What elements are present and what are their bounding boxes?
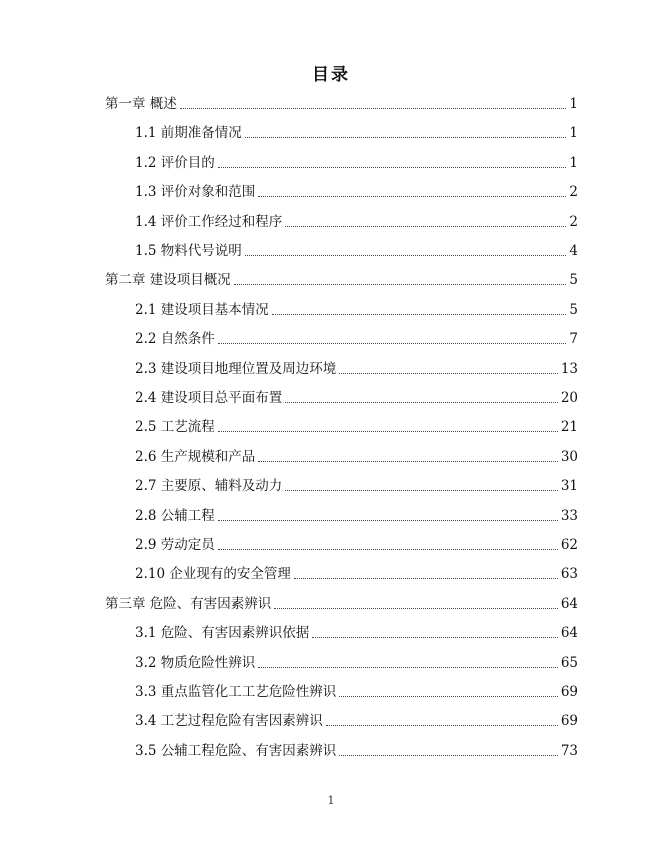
toc-entry-page: 21 [560, 419, 578, 436]
toc-chapter-entry[interactable] [105, 90, 578, 112]
toc-entry-title: 2.5 工艺流程 [135, 419, 215, 436]
toc-entry-page: 5 [569, 272, 578, 289]
dot-leader [258, 461, 558, 462]
toc-section-entry[interactable] [135, 737, 578, 759]
toc-entry-title: 2.4 建设项目总平面布置 [135, 390, 283, 406]
dot-leader [339, 373, 558, 374]
toc-section-entry[interactable] [135, 560, 578, 582]
toc-entry-title: 1.1 前期准备情况 [135, 125, 242, 142]
dot-leader [326, 725, 558, 726]
dot-leader [339, 696, 558, 697]
toc-entry-page: 2 [569, 213, 578, 230]
toc-entry-page: 7 [569, 331, 578, 348]
dot-leader [285, 402, 558, 403]
toc-entry-page: 31 [560, 478, 578, 495]
dot-leader [294, 578, 558, 579]
toc-section-entry[interactable] [135, 178, 578, 200]
toc-section-entry[interactable] [135, 237, 578, 259]
toc-entry-page: 4 [569, 243, 578, 259]
dot-leader [274, 608, 558, 609]
toc-section-entry[interactable] [135, 413, 578, 435]
toc-entry-title: 1.3 评价对象和范围 [135, 184, 256, 201]
dot-leader [218, 549, 558, 550]
toc-entry-page: 2 [569, 184, 578, 201]
dot-leader [180, 108, 567, 109]
toc-entry-title: 1.4 评价工作经过和程序 [135, 213, 283, 230]
toc-section-entry[interactable] [135, 678, 578, 700]
toc-entry-title: 3.5 公辅工程危险、有害因素辨识 [135, 742, 337, 759]
toc-section-entry[interactable] [135, 707, 578, 729]
toc-entry-page: 65 [560, 654, 578, 671]
dot-leader [234, 284, 567, 285]
toc-entry-page: 33 [560, 507, 578, 524]
dot-leader [258, 196, 566, 197]
toc-entry-page: 69 [560, 713, 578, 730]
toc-entry-page: 13 [560, 360, 578, 377]
toc-entry-title: 3.2 物质危险性辨识 [135, 654, 256, 671]
toc-entry-page: 1 [569, 154, 578, 171]
toc-entry-page: 73 [560, 742, 578, 759]
toc-entry-title: 2.6 生产规模和产品 [135, 448, 256, 465]
toc-entry-title: 3.1 危险、有害因素辨识依据 [135, 625, 310, 642]
toc-section-entry[interactable] [135, 649, 578, 671]
dot-leader [272, 314, 567, 315]
toc-section-entry[interactable] [135, 355, 578, 377]
toc-section-entry[interactable] [135, 443, 578, 465]
toc-entry-page: 1 [569, 96, 578, 112]
toc-section-entry[interactable] [135, 619, 578, 641]
toc-entry-title: 3.4 工艺过程危险有害因素辨识 [135, 713, 323, 730]
toc-entry-title: 2.10 企业现有的安全管理 [135, 566, 291, 583]
page-title: 目录 [312, 65, 350, 85]
toc-entry-title: 第一章 概述 [105, 96, 177, 112]
toc-entry-title: 第三章 危险、有害因素辨识 [105, 595, 272, 612]
toc-chapter-entry[interactable] [105, 266, 578, 288]
toc-section-entry[interactable] [135, 119, 578, 141]
toc-entry-title: 2.9 劳动定员 [135, 537, 215, 553]
dot-leader [339, 755, 558, 756]
toc-section-entry[interactable] [135, 296, 578, 318]
toc-entry-page: 30 [560, 448, 578, 465]
toc-entry-title: 2.1 建设项目基本情况 [135, 301, 269, 318]
dot-leader [218, 343, 567, 344]
dot-leader [285, 226, 566, 227]
toc-entry-title: 2.7 主要原、辅料及动力 [135, 478, 283, 495]
dot-leader [245, 255, 567, 256]
dot-leader [218, 520, 558, 521]
toc-entry-title: 2.8 公辅工程 [135, 507, 215, 524]
toc-entry-page: 64 [560, 595, 578, 612]
toc-section-entry[interactable] [135, 472, 578, 494]
toc-entry-page: 63 [560, 566, 578, 583]
toc-entry-page: 1 [569, 125, 578, 142]
toc-entry-title: 1.5 物料代号说明 [135, 243, 242, 259]
dot-leader [245, 137, 567, 138]
page-number: 1 [327, 794, 335, 807]
toc-section-entry[interactable] [135, 149, 578, 171]
toc-entry-page: 69 [560, 684, 578, 700]
toc-entry-title: 第二章 建设项目概况 [105, 272, 231, 289]
toc-entry-title: 3.3 重点监管化工工艺危险性辨识 [135, 684, 337, 700]
toc-section-entry[interactable] [135, 531, 578, 553]
toc-section-entry[interactable] [135, 325, 578, 347]
toc-section-entry[interactable] [135, 208, 578, 230]
toc-entry-page: 5 [569, 301, 578, 318]
toc-entry-title: 2.3 建设项目地理位置及周边环境 [135, 360, 337, 377]
toc-section-entry[interactable] [135, 502, 578, 524]
toc-section-entry[interactable] [135, 384, 578, 406]
dot-leader [285, 490, 558, 491]
dot-leader [312, 637, 558, 638]
toc-entry-page: 62 [560, 537, 578, 553]
toc-chapter-entry[interactable] [105, 590, 578, 612]
dot-leader [218, 167, 567, 168]
toc-entry-page: 64 [560, 625, 578, 642]
dot-leader [218, 431, 558, 432]
toc-entry-page: 20 [560, 390, 578, 406]
toc-entry-title: 2.2 自然条件 [135, 331, 215, 348]
toc-entry-title: 1.2 评价目的 [135, 154, 215, 171]
dot-leader [258, 667, 558, 668]
